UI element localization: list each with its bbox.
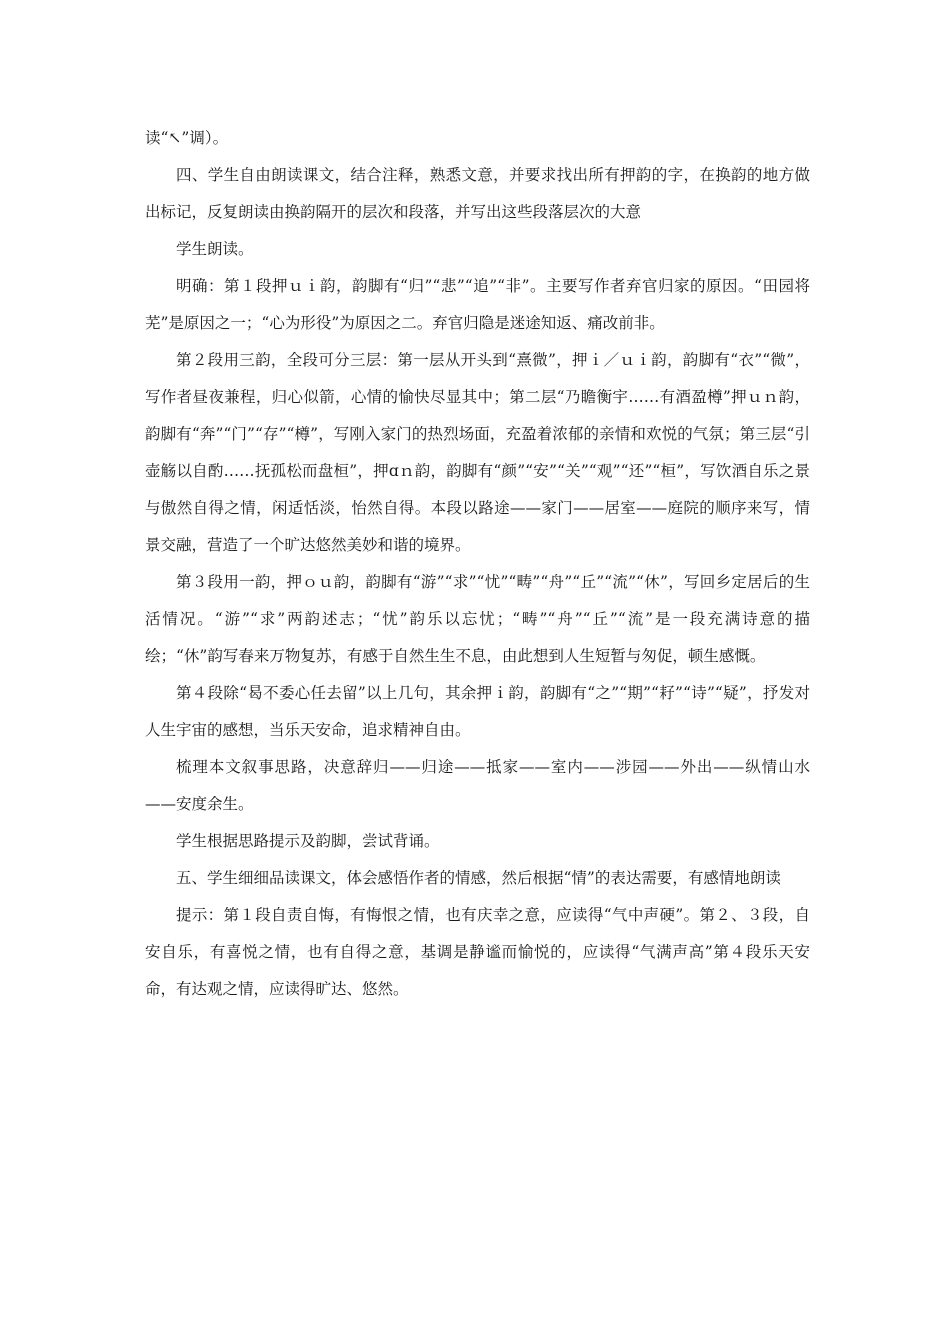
paragraph-step-four: 四、学生自由朗读课文，结合注释，熟悉文意，并要求找出所有押韵的字，在换韵的地方做出标记，反复朗读由换韵隔开的层次和段落，并写出这些段落层次的大意 bbox=[145, 166, 810, 221]
paragraph-continuation: 读“↖”调）。 bbox=[145, 129, 229, 147]
paragraph-section-4: 第４段除“曷不委心任去留”以上几句，其余押ｉ韵，韵脚有“之”“期”“耔”“诗”“疑”，抒发对人生宇宙的感想，当乐天安命，追求精神自由。 bbox=[145, 684, 810, 739]
paragraph-recitation: 学生根据思路提示及韵脚，尝试背诵。 bbox=[176, 832, 440, 850]
paragraph-hint: 提示：第１段自责自悔，有悔恨之情，也有庆幸之意，应读得“气中声硬”。第２、３段，自安自乐，有喜悦之情，也有自得之意，基调是静谧而愉悦的，应读得“气满声高”第４段乐天安命，有达观之情，应读得旷达、悠然。 bbox=[145, 906, 810, 998]
paragraph-step-five: 五、学生细细品读课文，体会感悟作者的情感，然后根据“情”的表达需要，有感情地朗读 bbox=[176, 869, 781, 887]
paragraph-narrative-outline: 梳理本文叙事思路，决意辞归——归途——抵家——室内——涉园——外出——纵情山水——安度余生。 bbox=[145, 758, 810, 813]
paragraph-clarify-section-1: 明确：第１段押ｕｉ韵，韵脚有“归”“悲”“追”“非”。主要写作者弃官归家的原因。“田园将芜”是原因之一；“心为形役”为原因之二。弃官归隐是迷途知返、痛改前非。 bbox=[145, 277, 810, 332]
paragraph-section-2: 第２段用三韵，全段可分三层：第一层从开头到“熹微”，押ｉ／ｕｉ韵，韵脚有“衣”“微”，写作者昼夜兼程，归心似箭，心情的愉快尽显其中；第二层“乃瞻衡宇……有酒盈樽”押ｕｎ韵，韵脚有“奔”“门”“存”“樽”，写刚入家门的热烈场面，充盈着浓郁的亲情和欢悦的气氛；第三层“引壶觞以自酌……抚孤松而盘桓”，押ɑｎ韵，韵脚有“颜”“安”“关”“观”“还”“桓”，写饮酒自乐之景与傲然自得之情，闲适恬淡，怡然自得。本段以路途——家门——居室——庭院的顺序来写，情景交融，营造了一个旷达悠然美妙和谐的境界。 bbox=[145, 351, 811, 554]
document-body bbox=[145, 120, 810, 1008]
paragraph-student-reading: 学生朗读。 bbox=[176, 240, 254, 258]
paragraph-section-3: 第３段用一韵，押ｏｕ韵，韵脚有“游”“求”“忧”“畴”“舟”“丘”“流”“休”，写回乡定居后的生活情况。“游”“求”两韵述志；“忧”韵乐以忘忧；“畴”“舟”“丘”“流”是一段充满诗意的描绘；“休”韵写春来万物复苏，有感于自然生生不息，由此想到人生短暂与匆促，顿生感慨。 bbox=[145, 573, 810, 665]
